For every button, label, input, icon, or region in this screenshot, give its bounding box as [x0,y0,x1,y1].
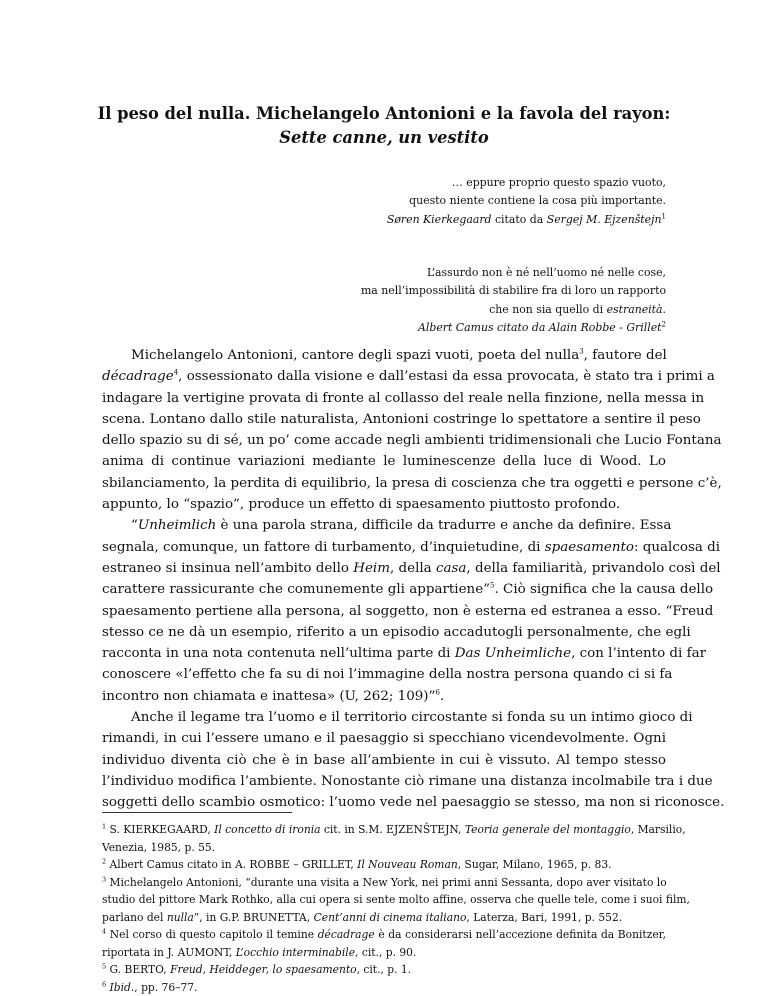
epigraph-1-author-2: Sergej M. Ejzenštejn [547,213,662,226]
text-line: individuo diventa ciò che è in base all’ambiente in cui è vissuto. Al tempo stesso [102,750,666,771]
footnote-divider [102,812,292,813]
text-line: dello spazio su di sé, un po’ come accade negli ambienti tridimensionali che Lucio Fontana [102,430,666,451]
footnote-ref-3[interactable]: 3 [579,348,583,356]
footnote-4-cont: riportata in J. AUMONT, L’occhio interminabile, cit., p. 90. [102,944,666,962]
text-line: carattere rassicurante che comunemente gli appartiene”$^5$. Ciò significa che la causa dello [102,579,666,600]
text-line: décadrage$^4$, ossessionato dalla visione e dall’estasi da essa provocata, è stato tra i primi a [102,366,666,387]
epigraph-2-attribution: Albert Camus citato da Alain Robbe - Grillet$^2$ [361,319,666,337]
text-line: incontro non chiamata e inattesa» (U, 262; 109)”$^6$. [102,686,666,707]
text-line: indagare la vertigine provata di fronte al collasso del reale nella finzione, nella messa in [102,388,666,409]
footnote-5: $^5$ G. BERTO, Freud, Heiddeger, lo spaesamento, cit., p. 1. [102,961,666,979]
text-line: spaesamento pertiene alla persona, al soggetto, non è esterna ed estranea a esso. “Freud [102,601,666,622]
epigraph-1-mid: citato da [492,213,547,226]
text-line: stesso ce ne dà un esempio, riferito a un episodio accadutogli personalmente, che egli [102,622,666,643]
epigraph-1-line-1: … eppure proprio questo spazio vuoto, [387,174,666,192]
text-line: conoscere «l’effetto che fa su di noi l’immagine della nostra persona quando ci si fa [102,664,666,685]
text-line: soggetti dello scambio osmotico: l’uomo vede nel paesaggio se stesso, ma non si riconosce. [102,792,666,813]
epigraph-2-line-3: che non sia quello di estraneità. [361,301,666,319]
text-line: Michelangelo Antonioni, cantore degli spazi vuoti, poeta del nulla$^3$, fautore del [102,345,666,366]
text-line: “Unheimlich è una parola strana, difficile da tradurre e anche da definire. Essa [102,515,666,536]
text-line: sbilanciamento, la perdita di equilibrio, la presa di coscienza che tra oggetti e persone c’è, [102,473,666,494]
footnote-ref-4[interactable]: 4 [174,369,178,377]
epigraph-kierkegaard [387,174,666,229]
text-line: rimandi, in cui l’essere umano e il paesaggio si specchiano vicendevolmente. Ogni [102,728,666,749]
footnote-1-cont: Venezia, 1985, p. 55. [102,839,666,857]
text-line: estraneo si insinua nell’ambito dello Heim, della casa, della familiarità, privandolo così del [102,558,666,579]
footnote-6: $^6$ Ibid., pp. 76–77. [102,979,666,996]
text-line: Anche il legame tra l’uomo e il territorio circostante si fonda su un intimo gioco di [102,707,666,728]
footnote-4: $^4$ Nel corso di questo capitolo il temine décadrage è da considerarsi nell’accezione definita da Bonitzer, [102,926,666,944]
footnote-ref-5[interactable]: 5 [490,582,494,590]
text-line: segnala, comunque, un fattore di turbamento, d’inquietudine, di spaesamento: qualcosa di [102,537,666,558]
epigraph-1-author-1: Søren Kierkegaard [387,213,492,226]
text-line: l’individuo modifica l’ambiente. Nonostante ciò rimane una distanza incolmabile tra i due [102,771,666,792]
body-text [102,345,666,814]
footnote-1: $^1$ S. KIERKEGAARD, Il concetto di ironia cit. in S.M. EJZENŠTEJN, Teoria generale del montaggio, Marsilio, [102,821,666,839]
text-line: scena. Lontano dallo stile naturalista, Antonioni costringe lo spettatore a sentire il peso [102,409,666,430]
epigraph-1-line-2: questo niente contiene la cosa più importante. [387,192,666,210]
footnote-2: $^2$ Albert Camus citato in A. ROBBE – GRILLET, Il Nouveau Roman, Sugar, Milano, 1965, p. 83. [102,856,666,874]
footnote-3: $^3$ Michelangelo Antonioni, “durante una visita a New York, nei primi anni Sessanta, dopo aver visitato lo [102,874,666,892]
footnote-3-cont: studio del pittore Mark Rothko, alla cui opera si sente molto affine, osserva che quelle tele, come i suoi film, [102,891,666,909]
title-line-2: Sette canne, un vestito [60,126,708,150]
text-line: appunto, lo “spazio”, produce un effetto di spaesamento piuttosto profondo. [102,494,666,515]
page-title [60,102,708,150]
epigraph-camus [361,264,666,338]
footnotes [102,821,666,996]
epigraph-2-line-1: L’assurdo non è né nell’uomo né nelle cose, [361,264,666,282]
text-line: anima di continue variazioni mediante le luminescenze della luce di Wood. Lo [102,451,666,472]
footnote-ref-1[interactable]: 1 [662,212,666,220]
title-line-1: Il peso del nulla. Michelangelo Antonioni e la favola del rayon: [98,104,671,123]
footnote-ref-2[interactable]: 2 [662,321,666,329]
footnote-3-end: parlano del nulla”, in G.P. BRUNETTA, Cent’anni di cinema italiano, Laterza, Bari, 1991, p. 552. [102,909,666,927]
text-line: racconta in una nota contenuta nell’ultima parte di Das Unheimliche, con l’intento di far [102,643,666,664]
epigraph-1-attribution [387,211,666,229]
footnote-ref-6[interactable]: 6 [435,688,439,696]
epigraph-2-line-2: ma nell’impossibilità di stabilire fra di loro un rapporto [361,282,666,300]
